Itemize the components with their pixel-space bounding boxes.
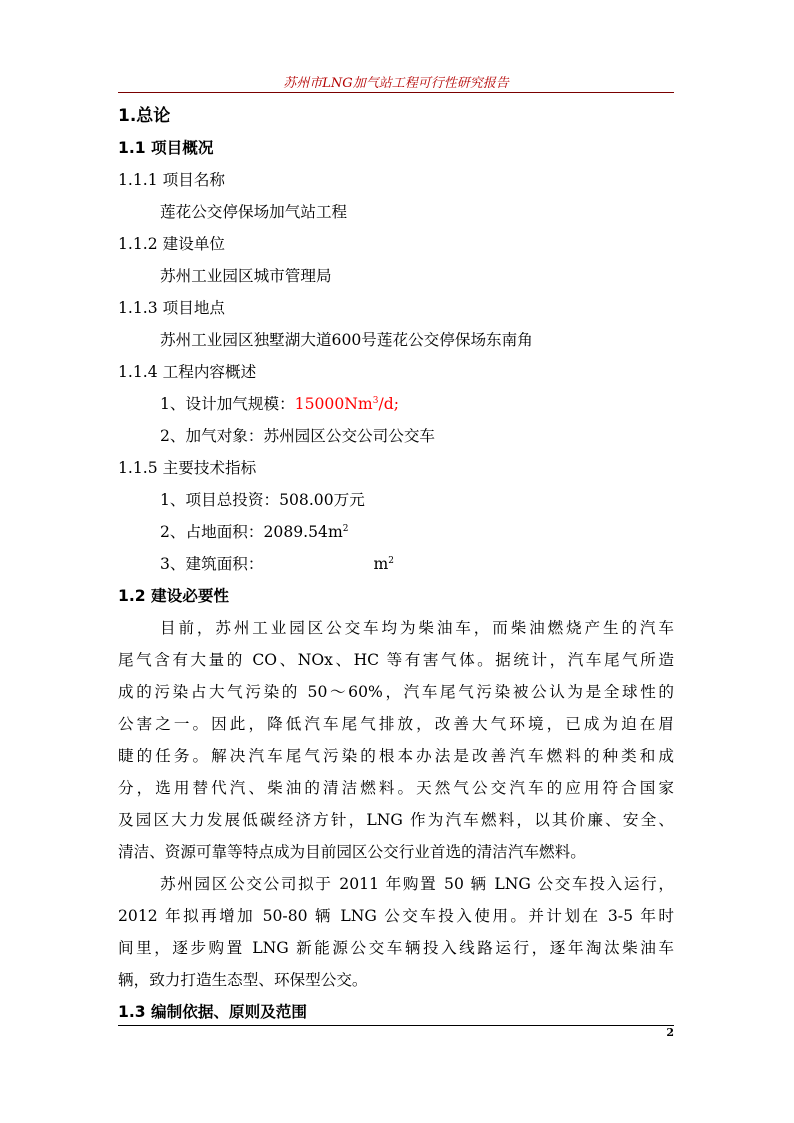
page-number: 2 (666, 1026, 674, 1039)
heading-1-2: 1.2 建设必要性 (118, 587, 230, 605)
heading-1-1: 1.1 项目概况 (118, 139, 214, 157)
paragraph-plan (118, 868, 674, 996)
running-header: 苏州市LNG加气站工程可行性研究报告 (283, 76, 509, 91)
paragraph-line: 目前，苏州工业园区公交车均为柴油车，而柴油燃烧产生的汽车 (160, 619, 674, 637)
footer-rule (118, 1025, 674, 1026)
paragraph-line: 睫的任务。解决汽车尾气污染的根本办法是改善汽车燃料的种类和成 (118, 747, 674, 765)
heading-1-3: 1.3 编制依据、原则及范围 (118, 1003, 307, 1021)
paragraph-line: 公害之一。因此，降低汽车尾气排放，改善大气环境，已成为迫在眉 (118, 715, 674, 733)
design-scale-label: 1、设计加气规模： (160, 395, 295, 413)
paragraph-line: 分，选用替代汽、柴油的清洁燃料。天然气公交汽车的应用符合国家 (118, 779, 674, 797)
fueling-target: 2、加气对象：苏州园区公交公司公交车 (160, 427, 436, 445)
heading-1-1-4: 1.1.4 工程内容概述 (118, 363, 257, 381)
total-investment: 1、项目总投资：508.00万元 (160, 491, 365, 509)
paragraph-line: 2012 年拟再增加 50-80 辆 LNG 公交车投入使用。并计划在 3-5 年时 (118, 907, 674, 925)
paragraph-line: 辆，致力打造生态型、环保型公交。 (118, 971, 368, 989)
paragraph-line: 清洁、资源可靠等特点成为目前园区公交行业首选的清洁汽车燃料。 (118, 843, 586, 861)
heading-1-1-2: 1.1.2 建设单位 (118, 235, 226, 253)
paragraph-line: 苏州园区公交公司拟于 2011 年购置 50 辆 LNG 公交车投入运行， (160, 875, 674, 893)
building-area: 3、建筑面积： $m^2$ (160, 555, 395, 573)
heading-1-1-1: 1.1.1 项目名称 (118, 171, 226, 189)
heading-1-1-5: 1.1.5 主要技术指标 (118, 459, 257, 477)
design-scale (118, 388, 678, 420)
document-body (118, 100, 678, 1028)
header-rule (118, 92, 674, 93)
paragraph-necessity (118, 612, 674, 868)
heading-1: 1.总论 (118, 106, 171, 126)
design-scale-value: 15000Nm$^3$/d; (294, 395, 399, 413)
paragraph-line: 间里，逐步购置 LNG 新能源公交车辆投入线路运行，逐年淘汰柴油车 (118, 939, 674, 957)
project-name: 莲花公交停保场加气站工程 (160, 203, 348, 221)
heading-1-1-3: 1.1.3 项目地点 (118, 299, 226, 317)
paragraph-line: 及园区大力发展低碳经济方针，LNG 作为汽车燃料，以其价廉、安全、 (118, 811, 674, 829)
project-location: 苏州工业园区独墅湖大道600号莲花公交停保场东南角 (160, 331, 533, 349)
paragraph-line: 尾气含有大量的 CO、NOx、HC 等有害气体。据统计，汽车尾气所造 (118, 651, 674, 669)
paragraph-line: 成的污染占大气污染的 50～60%，汽车尾气污染被公认为是全球性的 (118, 683, 674, 701)
land-area: 2、占地面积：$2089.54m^2$ (160, 523, 349, 541)
builder: 苏州工业园区城市管理局 (160, 267, 332, 285)
